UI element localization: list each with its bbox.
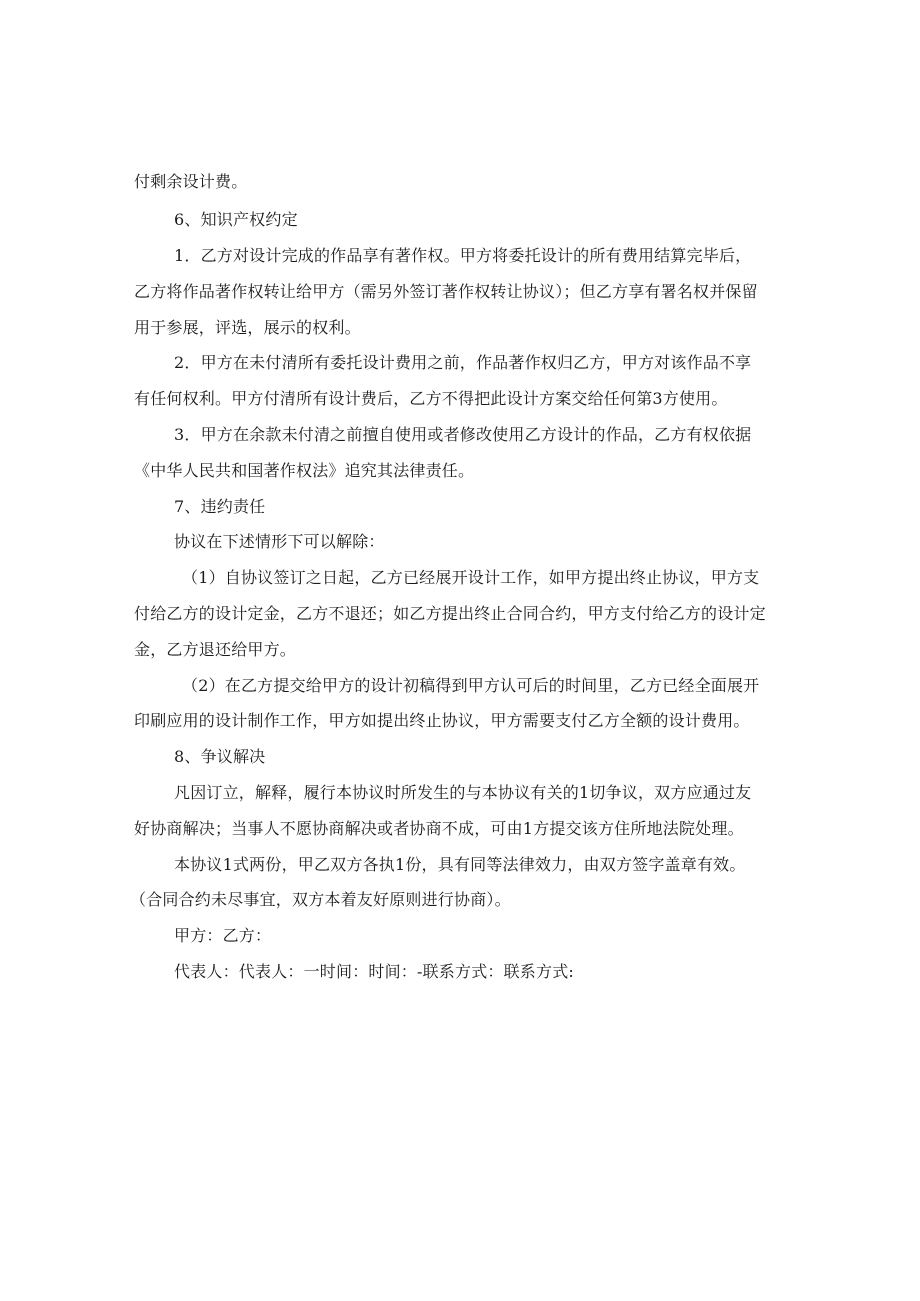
text-line: 好协商解决；当事人不愿协商解决或者协商不成，可由1方提交该方住所地法院处理。 xyxy=(134,819,744,838)
text-line: （2）在乙方提交给甲方的设计初稿得到甲方认可后的时间里，乙方已经全面展开 xyxy=(182,676,760,695)
text-line: 乙方将作品著作权转让给甲方（需另外签订著作权转让协议）；但乙方享有署名权并保留 xyxy=(134,282,758,301)
signature-parties: 甲方：乙方： xyxy=(174,926,272,945)
text-line: 2．甲方在未付清所有委托设计费用之前，作品著作权归乙方，甲方对该作品不享 xyxy=(174,353,752,372)
text-line: （合同合约未尽事宜，双方本着友好原则进行协商）。 xyxy=(130,890,511,909)
text-line: 付剩余设计费。 xyxy=(134,172,248,191)
text-line: 用于参展，评选，展示的权利。 xyxy=(134,318,361,337)
signature-details: 代表人：代表人：一时间：时间：-联系方式：联系方式: xyxy=(174,962,574,981)
text-line: 付给乙方的设计定金，乙方不退还；如乙方提出终止合同合约，甲方支付给乙方的设计定 xyxy=(134,604,766,623)
text-line: 印刷应用的设计制作工作，甲方如提出终止协议，甲方需要支付乙方全额的设计费用。 xyxy=(134,711,750,730)
text-line: 协议在下述情形下可以解除： xyxy=(174,532,385,551)
section-heading-breach: 7、违约责任 xyxy=(174,497,266,516)
section-heading-dispute: 8、争议解决 xyxy=(174,747,266,766)
text-line: 金，乙方退还给甲方。 xyxy=(134,640,297,659)
text-line: 《中华人民共和国著作权法》追究其法律责任。 xyxy=(134,461,475,480)
section-heading-ip: 6、知识产权约定 xyxy=(174,210,298,229)
text-line: 3．甲方在余款未付清之前擅自使用或者修改使用乙方设计的作品，乙方有权依据 xyxy=(174,425,752,444)
text-line: 1．乙方对设计完成的作品享有著作权。甲方将委托设计的所有费用结算完毕后， xyxy=(174,246,752,265)
text-line: 本协议1式两份，甲乙双方各执1份，具有同等法律效力，由双方签字盖章有效。 xyxy=(174,855,746,874)
text-line: 凡因订立，解释，履行本协议时所发生的与本协议有关的1切争议，双方应通过友 xyxy=(174,783,752,802)
text-line: 有任何权利。甲方付清所有设计费后，乙方不得把此设计方案交给任何第3方使用。 xyxy=(134,389,728,408)
text-line: （1）自协议签订之日起，乙方已经展开设计工作，如甲方提出终止协议，甲方支 xyxy=(182,568,760,587)
